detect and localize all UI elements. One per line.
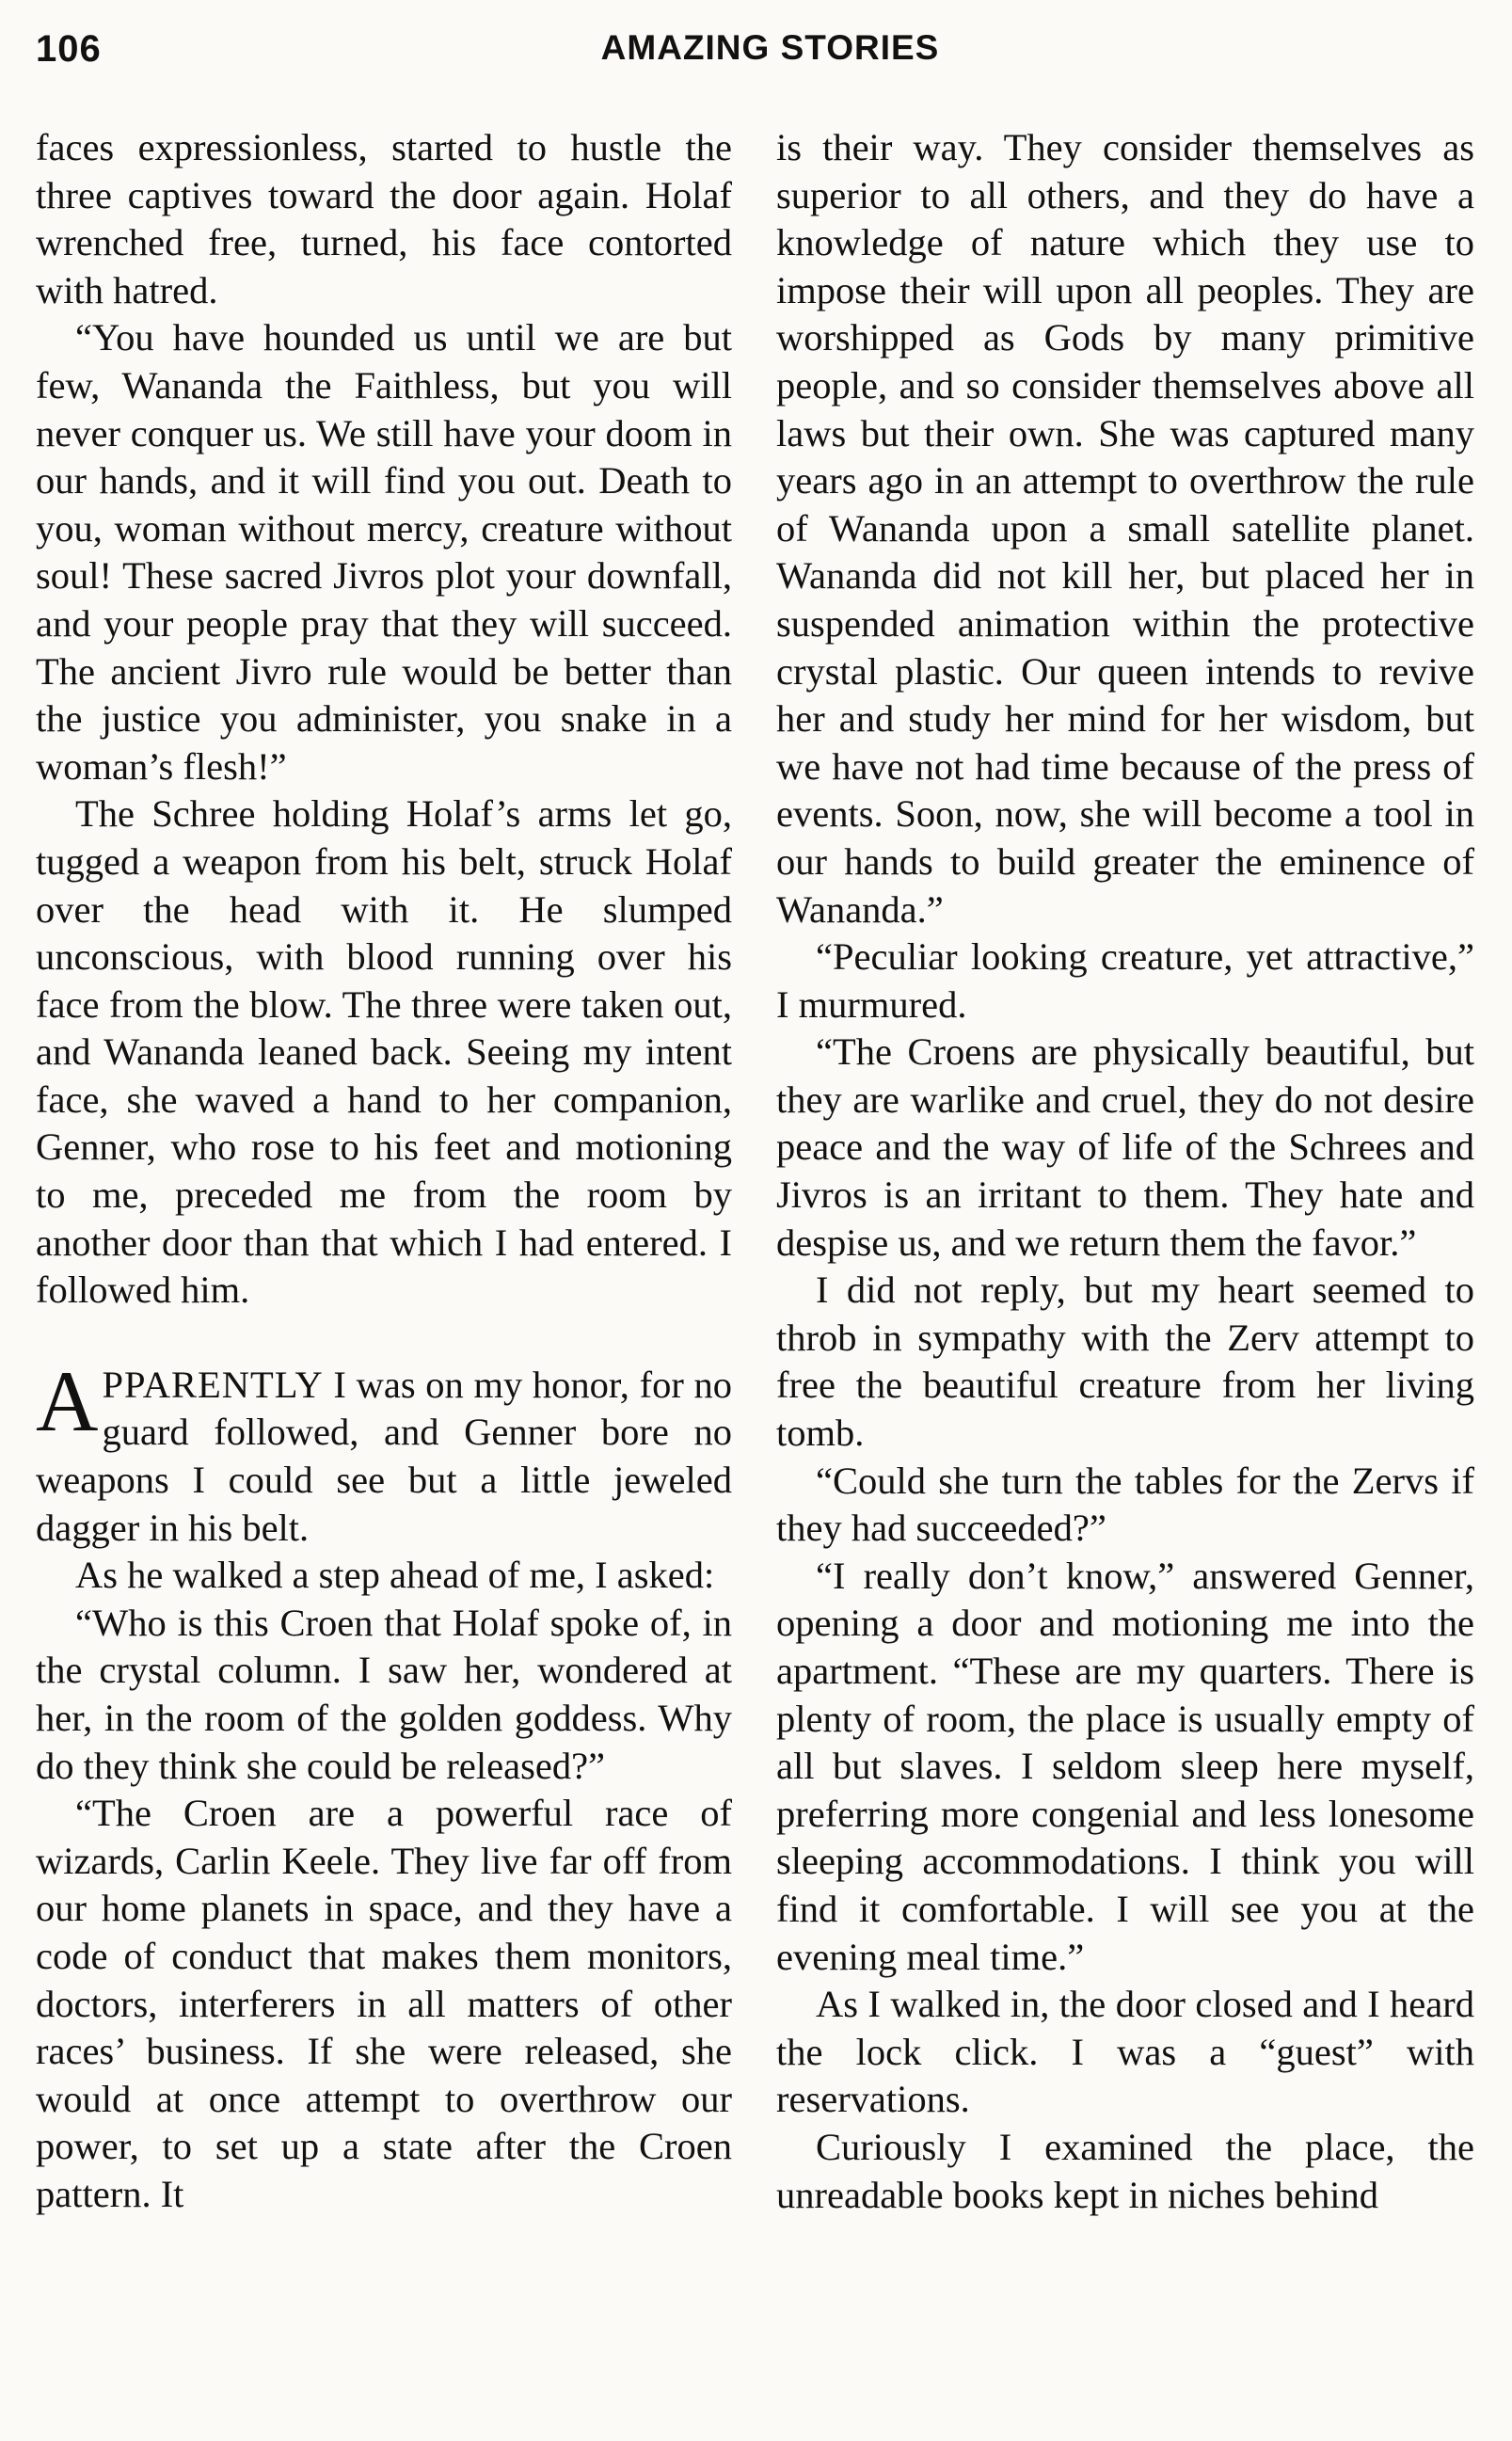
paragraph: Curiously I examined the place, the unreadable books kept in niches behind — [776, 2125, 1474, 2216]
paragraph: As I walked in, the door closed and I heard the lock click. I was a “guest” with reservations. — [776, 1983, 1474, 2121]
right-column — [776, 124, 1474, 2219]
page-number: 106 — [36, 28, 102, 70]
paragraph: The Schree holding Holaf’s arms let go, tugged a weapon from his belt, struck Holaf over the head with it. He slumped unconscious, with blood running over his face from the blow. The three were taken out, and Wananda leaned back. Seeing my intent face, she waved a hand to her companion, Genner, who rose to his feet and motioning to me, preceded me from the room by another door than that which I had entered. I followed him. — [36, 792, 732, 1312]
paragraph: “The Croen are a powerful race of wizards, Carlin Keele. They live far off from our home planets in space, and they have a code of conduct that makes them monitors, doctors, interferers in all matters of other races’ business. If she were released, she would at once attempt to overthrow our power, to set up a state after the Croen pattern. It — [36, 1792, 732, 2215]
paragraph: “Peculiar looking creature, yet attractive,” I murmured. — [776, 935, 1474, 1026]
paragraph: “The Croens are physically beautiful, but they are warlike and cruel, they do not desire peace and the way of life of the Schrees and Jivros is an irritant to them. They hate and despise us, and we return them the favor.” — [776, 1030, 1474, 1264]
paragraph: “I really don’t know,” answered Genner, opening a door and motioning me into the apartment. “These are my quarters. There is plenty of room, the place is usually empty of all but slaves. I seldom sleep here myself, preferring more congenial and less lonesome sleeping accommodations. I think you will find it comfortable. I will see you at the evening meal time.” — [776, 1554, 1474, 1978]
paragraph: “Could she turn the tables for the Zervs if they had succeeded?” — [776, 1459, 1474, 1550]
left-column — [36, 124, 732, 2219]
paragraph: is their way. They consider themselves as superior to all others, and they do have a knowledge of nature which they use to impose their will upon all peoples. They are worshipped as Gods by many primitive people, and so consider themselves above all laws but their own. She was captured many years ago in an attempt to overthrow the rule of Wananda upon a small satellite planet. Wananda did not kill her, but placed her in suspended animation within the protective crystal plastic. Our queen intends to revive her and study her mind for her wisdom, but we have not had time because of the press of events. Soon, now, she will become a tool in our hands to build greater the eminence of Wananda.” — [776, 126, 1474, 931]
paragraph-text: I was on my honor, for no guard followed, and Genner bore no weapons I could see but a little jeweled dagger in his belt. — [36, 1363, 732, 1549]
running-title: AMAZING STORIES — [600, 28, 940, 67]
page-header — [36, 28, 1476, 85]
paragraph: “Who is this Croen that Holaf spoke of, in the crystal column. I saw her, wondered at her, in the room of the golden goddess. Why do they think she could be released?” — [36, 1601, 732, 1787]
section-opening-paragraph — [36, 1352, 732, 1552]
paragraph: As he walked a step ahead of me, I asked: — [75, 1554, 715, 1597]
drop-cap: A — [36, 1352, 99, 1449]
lead-in-caps: PPARENTLY — [102, 1363, 324, 1406]
paragraph: faces expressionless, started to hustle the three captives toward the door again. Holaf wrenched free, turned, his face contorted with hatred. — [36, 126, 732, 311]
paragraph: “You have hounded us until we are but few, Wananda the Faithless, but you will never conquer us. We still have your doom in our hands, and it will find you out. Death to you, woman without mercy, creature without soul! These sacred Jivros plot your downfall, and your people pray that they will succeed. The ancient Jivro rule would be better than the justice you administer, you snake in a woman’s flesh!” — [36, 316, 732, 788]
paragraph: I did not reply, but my heart seemed to throb in sympathy with the Zerv attempt to free the beautiful creature from her living tomb. — [776, 1268, 1474, 1455]
